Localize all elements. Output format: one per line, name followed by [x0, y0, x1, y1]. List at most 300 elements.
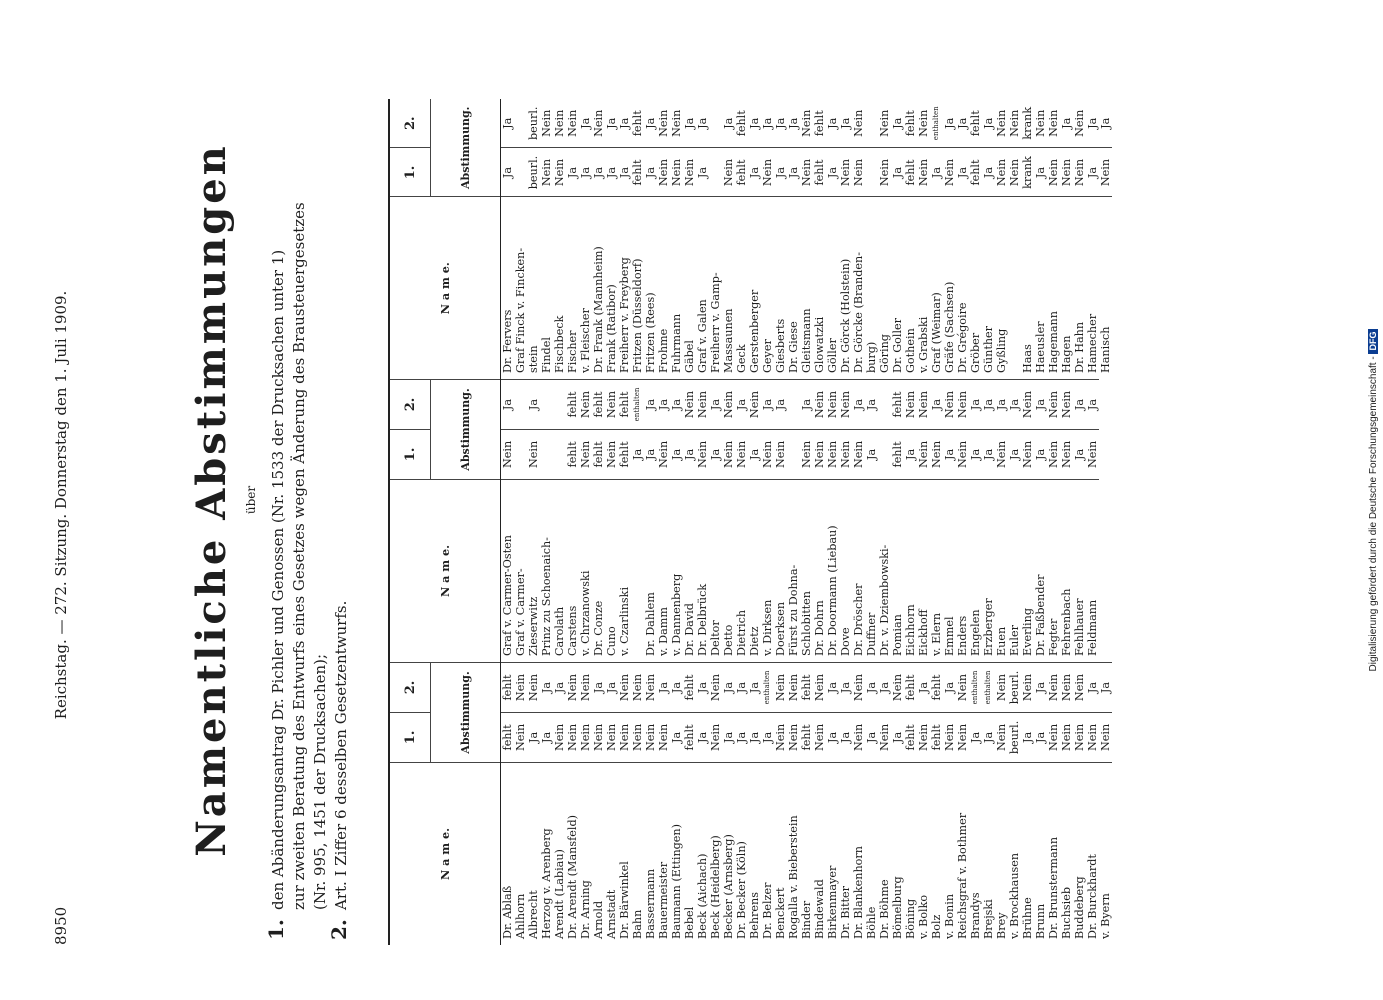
vote-2-cell: fehlt — [566, 380, 579, 430]
table-row — [1047, 663, 1060, 946]
vote-2-cell: Nein — [839, 380, 852, 430]
vote-2-cell: Ja — [501, 99, 515, 148]
vote-1-cell: Ja — [644, 148, 657, 197]
vote-2-cell — [514, 99, 527, 148]
member-name: Dr. Arendt (Mansfeld) — [566, 815, 579, 939]
member-name: Fritzen (Düsseldorf) — [631, 258, 644, 373]
vote-1-cell: Nein — [917, 148, 930, 197]
vote-2-cell: enthalten — [982, 663, 995, 713]
table-row — [631, 663, 644, 946]
table-row — [904, 380, 917, 663]
table-row — [579, 663, 592, 946]
table-row — [1073, 663, 1086, 946]
vote-1-cell: fehlt — [813, 148, 826, 197]
table-row — [670, 663, 683, 946]
table-row — [579, 99, 592, 379]
table-row — [813, 380, 826, 663]
digitization-note — [1368, 0, 1379, 1000]
member-name: Fuhrmann — [670, 313, 683, 373]
vote-1-cell: Nein — [722, 148, 735, 197]
motion-item-number: 2. — [327, 919, 351, 940]
vote-2-cell: Nein — [670, 99, 683, 148]
vote-1-cell: Nein — [735, 429, 748, 479]
table-row — [839, 99, 852, 379]
member-name: Dr. Burckhardt — [1086, 854, 1099, 939]
vote-1-cell: Nein — [995, 148, 1008, 197]
table-row — [865, 99, 878, 379]
vote-1-cell: Ja — [618, 148, 631, 197]
member-name: Dr. Brunstermann — [1047, 836, 1060, 939]
member-name: Eichhorn — [904, 604, 917, 656]
table-row — [774, 380, 787, 663]
member-name: v. Byern — [1099, 893, 1112, 939]
member-name: Beck (Heidelberg) — [709, 835, 722, 939]
vote-1-cell: Nein — [1060, 712, 1073, 762]
vote-2-cell: Nein — [852, 99, 865, 148]
vote-2-cell: Ja — [839, 663, 852, 713]
vote-2-cell: fehlt — [930, 663, 943, 713]
vote-2-cell: Ja — [982, 380, 995, 430]
table-row — [891, 380, 904, 663]
table-row — [917, 663, 930, 946]
vote-2-cell: fehlt — [592, 380, 605, 430]
vote-2-cell: Ja — [943, 663, 956, 713]
vote-1-cell: beurl. — [1008, 712, 1021, 762]
table-row — [969, 380, 982, 663]
vote-1-cell: Ja — [748, 429, 761, 479]
vote-1-cell: Nein — [657, 712, 670, 762]
member-name: v. Damm — [657, 607, 670, 656]
table-row — [787, 380, 800, 663]
table-row — [956, 380, 969, 663]
vote-2-cell: Ja — [761, 380, 774, 430]
table-row — [709, 380, 722, 663]
vote-2-cell: Ja — [683, 99, 696, 148]
vote-2-cell: Nein — [891, 663, 904, 713]
member-name: Dr. Delbrück — [696, 583, 709, 656]
table-row — [579, 380, 592, 663]
table-row — [592, 380, 605, 663]
member-name: Birkenmayer — [826, 865, 839, 939]
vote-2-cell — [514, 380, 527, 430]
table-row — [800, 663, 813, 946]
table-row — [1047, 99, 1060, 379]
vote-2-cell: Nein — [657, 99, 670, 148]
vote-1-cell: Nein — [787, 712, 800, 762]
member-name: Brandys — [969, 892, 982, 939]
member-name: Baumann (Ettingen) — [670, 824, 683, 939]
vote-2-cell: Nein — [683, 380, 696, 430]
table-row — [696, 380, 709, 663]
member-name: Dr. Dahlem — [644, 592, 657, 656]
member-name: Brejski — [982, 899, 995, 939]
table-row — [1034, 663, 1047, 946]
vote-1-cell: Nein — [1073, 148, 1086, 197]
vote-2-cell: Nein — [1047, 663, 1060, 713]
member-name: Göring — [878, 334, 891, 373]
table-row — [566, 663, 579, 946]
vote-2-cell: Nein — [553, 99, 566, 148]
column-header-abstimmung: Abstimmung. — [431, 99, 501, 197]
vote-1-cell: Ja — [748, 148, 761, 197]
vote-2-cell: Ja — [540, 663, 553, 713]
table-row — [683, 380, 696, 663]
table-row — [670, 380, 683, 663]
motion-item-text: Art. I Ziffer 6 desselben Gesetzentwurfs. — [332, 600, 350, 910]
vote-1-cell: Ja — [956, 148, 969, 197]
table-row — [774, 99, 787, 379]
member-name: v. Bonin — [943, 893, 956, 939]
member-name: Dr. Doormann (Liebau) — [826, 525, 839, 656]
motion-description — [264, 124, 352, 944]
member-name: Bindewald — [813, 879, 826, 939]
member-name — [631, 479, 644, 662]
table-row — [956, 99, 969, 379]
table-row — [800, 99, 813, 379]
vote-1-cell: Ja — [670, 712, 683, 762]
member-name: Gleitsmann — [800, 308, 813, 373]
member-name: Doerksen — [774, 601, 787, 656]
table-row — [566, 380, 579, 663]
vote-1-cell: Nein — [540, 148, 553, 197]
table-row — [592, 663, 605, 946]
vote-1-cell: Ja — [826, 712, 839, 762]
member-name: v. Bolko — [917, 894, 930, 939]
vote-2-cell: Ja — [865, 663, 878, 713]
vote-2-cell: fehlt — [969, 99, 982, 148]
vote-2-cell: beurl. — [1008, 663, 1021, 713]
vote-1-cell: Nein — [644, 712, 657, 762]
member-name: Hamecher — [1086, 313, 1099, 373]
vote-2-cell: Nein — [566, 99, 579, 148]
member-name: Detto — [722, 624, 735, 656]
table-row — [995, 380, 1008, 663]
member-name: Engelen — [969, 609, 982, 656]
vote-2-cell: Ja — [839, 99, 852, 148]
table-row — [618, 663, 631, 946]
table-row — [826, 99, 839, 379]
vote-2-cell: Ja — [605, 99, 618, 148]
vote-2-cell: enthalten — [631, 380, 644, 430]
member-name: Schlobitten — [800, 590, 813, 656]
member-name: Albrecht — [527, 890, 540, 939]
member-name: Böning — [904, 898, 917, 939]
member-name: Freiherr v. Gamp- — [709, 272, 722, 373]
column-header-name: N a m e. — [389, 479, 501, 662]
member-name: Graf (Weimar) — [930, 292, 943, 373]
table-row — [839, 663, 852, 946]
member-name: Prinz zu Schoenaich- — [540, 537, 553, 656]
member-name: Graf v. Galen — [696, 299, 709, 373]
vote-2-cell: Nein — [774, 663, 787, 713]
vote-1-cell — [787, 429, 800, 479]
vote-2-cell: Ja — [969, 380, 982, 430]
table-row — [1099, 99, 1112, 379]
table-row — [553, 663, 566, 946]
vote-1-cell: Ja — [787, 148, 800, 197]
table-row — [540, 663, 553, 946]
member-name: Dr. Giese — [787, 321, 800, 373]
vote-1-cell: fehlt — [930, 712, 943, 762]
member-name: Euler — [1008, 625, 1021, 656]
vote-2-cell: Ja — [605, 663, 618, 713]
table-row — [592, 99, 605, 379]
vote-1-cell: Nein — [774, 712, 787, 762]
vote-2-cell: Ja — [1086, 663, 1099, 713]
vote-2-cell: Ja — [982, 99, 995, 148]
table-row — [865, 663, 878, 946]
vote-2-cell: Ja — [670, 380, 683, 430]
table-row — [865, 380, 878, 663]
table-row — [1008, 663, 1021, 946]
table-row — [761, 99, 774, 379]
table-row — [1021, 663, 1034, 946]
member-name: Dr. Becker (Köln) — [735, 841, 748, 939]
vote-1-cell: Nein — [592, 712, 605, 762]
vote-2-cell: Nein — [709, 663, 722, 713]
member-name: Arnold — [592, 900, 605, 939]
column-header-vote-2: 2. — [389, 380, 431, 430]
table-row — [813, 663, 826, 946]
vote-2-cell: fehlt — [904, 99, 917, 148]
vote-1-cell: fehlt — [501, 712, 515, 762]
vote-1-cell: Ja — [1021, 712, 1034, 762]
vote-1-cell: Nein — [579, 712, 592, 762]
table-row — [696, 663, 709, 946]
vote-1-cell: Nein — [1099, 148, 1112, 197]
member-name: Graf v. Carmer- — [514, 568, 527, 656]
vote-table — [388, 662, 1112, 945]
running-title: Reichstag. — 272. Sitzung. Donnerstag den 1. Juli 1909. — [52, 290, 70, 720]
vote-2-cell: Ja — [787, 99, 800, 148]
table-row — [1021, 380, 1034, 663]
member-name: Euen — [995, 626, 1008, 656]
vote-1-cell: Nein — [852, 148, 865, 197]
member-name: Pomian — [891, 614, 904, 656]
vote-1-cell: fehlt — [891, 429, 904, 479]
vote-1-cell: Ja — [969, 429, 982, 479]
vote-2-cell: Ja — [748, 663, 761, 713]
member-name: Findel — [540, 337, 553, 373]
member-name: Gräfe (Sachsen) — [943, 281, 956, 373]
vote-2-cell: Ja — [579, 99, 592, 148]
member-name: Emmel — [943, 616, 956, 656]
vote-2-cell: Ja — [1086, 380, 1099, 430]
member-name: Zieserwitz — [527, 596, 540, 656]
motion-item-text: zur zweiten Beratung des Entwurfs eines Gesetzes wegen Änderung des Brausteuergesetzes — [290, 202, 308, 910]
vote-2-cell: fehlt — [501, 663, 515, 713]
table-row — [657, 663, 670, 946]
vote-2-cell: Ja — [1073, 380, 1086, 430]
vote-1-cell — [709, 148, 722, 197]
vote-1-cell: Nein — [956, 429, 969, 479]
member-name: Haeusler — [1034, 321, 1047, 373]
table-row — [1086, 663, 1099, 946]
member-name: Graf Finck v. Fincken- — [514, 247, 527, 373]
vote-1-cell: Ja — [670, 429, 683, 479]
vote-2-cell: Nein — [566, 663, 579, 713]
vote-2-cell: Nein — [995, 663, 1008, 713]
member-name: Carstens — [566, 605, 579, 656]
vote-2-cell: Nein — [722, 380, 735, 430]
vote-1-cell: Nein — [956, 712, 969, 762]
member-name: Fritzen (Rees) — [644, 292, 657, 373]
column-header-vote-2: 2. — [389, 99, 431, 148]
vote-2-cell: Ja — [709, 380, 722, 430]
table-row — [917, 380, 930, 663]
member-name: Dr. Bärwinkel — [618, 861, 631, 939]
vote-1-cell: krank — [1021, 148, 1034, 197]
table-row — [1099, 663, 1112, 946]
column-header-vote-2: 2. — [389, 663, 431, 713]
vote-1-cell: Ja — [774, 148, 787, 197]
vote-2-cell: Ja — [657, 380, 670, 430]
vote-2-cell — [865, 99, 878, 148]
member-name: stein — [527, 345, 540, 373]
vote-2-cell: enthalten — [761, 663, 774, 713]
vote-1-cell: Nein — [800, 429, 813, 479]
member-name: Bebel — [683, 906, 696, 939]
vote-1-cell: Nein — [1086, 712, 1099, 762]
vote-2-cell: Nein — [1060, 663, 1073, 713]
vote-1-cell: fehlt — [566, 429, 579, 479]
vote-1-cell: Nein — [852, 429, 865, 479]
vote-1-cell: Nein — [761, 429, 774, 479]
vote-1-cell: Nein — [1073, 712, 1086, 762]
table-row — [904, 99, 917, 379]
vote-2-cell: Nein — [514, 663, 527, 713]
vote-2-cell: Nein — [1073, 99, 1086, 148]
vote-1-cell: Nein — [631, 712, 644, 762]
vote-1-cell: Ja — [709, 429, 722, 479]
vote-1-cell: Ja — [1073, 429, 1086, 479]
member-name: Dr. Görcke (Branden- — [852, 251, 865, 373]
vote-2-cell: Ja — [1099, 663, 1112, 713]
vote-2-cell: Ja — [644, 99, 657, 148]
vote-1-cell: Ja — [826, 148, 839, 197]
member-name: v. Dirksen — [761, 599, 774, 656]
table-row — [1034, 380, 1047, 663]
member-name: burg) — [865, 341, 878, 373]
vote-1-cell: Ja — [1034, 712, 1047, 762]
vote-2-cell: Nein — [592, 99, 605, 148]
vote-2-cell: Nein — [943, 380, 956, 430]
table-row — [553, 99, 566, 379]
vote-2-cell: Nein — [1047, 99, 1060, 148]
table-row — [943, 663, 956, 946]
vote-2-cell: Nein — [826, 380, 839, 430]
vote-1-cell: Nein — [553, 712, 566, 762]
vote-1-cell: Ja — [904, 429, 917, 479]
table-row — [644, 663, 657, 946]
vote-1-cell: Ja — [501, 148, 515, 197]
vote-1-cell: Nein — [1060, 429, 1073, 479]
vote-1-cell: Nein — [943, 148, 956, 197]
table-row — [1021, 99, 1034, 379]
table-row — [514, 99, 527, 379]
member-name: Dr. Blankenhorn — [852, 846, 865, 939]
vote-2-cell: Ja — [527, 380, 540, 430]
member-name: Giesberts — [774, 318, 787, 373]
vote-1-cell: fehlt — [800, 712, 813, 762]
table-row — [995, 99, 1008, 379]
vote-2-cell: Ja — [774, 380, 787, 430]
vote-1-cell: fehlt — [904, 148, 917, 197]
vote-1-cell: Nein — [709, 712, 722, 762]
member-name: Deltor — [709, 620, 722, 656]
table-row — [878, 99, 891, 379]
member-name: Rogalla v. Bieberstein — [787, 815, 800, 939]
table-row — [735, 99, 748, 379]
table-row — [852, 380, 865, 663]
table-row — [670, 99, 683, 379]
vote-2-cell: Nein — [917, 99, 930, 148]
vote-2-cell: Ja — [618, 99, 631, 148]
vote-2-cell — [709, 99, 722, 148]
member-name: Feldmann — [1086, 599, 1099, 656]
vote-2-cell: Ja — [930, 380, 943, 430]
member-name: Glowatzki — [813, 316, 826, 373]
motion-item-text: den Abänderungsantrag Dr. Pichler und Genossen (Nr. 1533 der Drucksachen unter 1) — [269, 249, 287, 910]
vote-2-cell: Nein — [618, 663, 631, 713]
vote-2-cell: Ja — [761, 99, 774, 148]
vote-2-cell: Ja — [995, 380, 1008, 430]
vote-1-cell: fehlt — [592, 429, 605, 479]
table-row — [969, 99, 982, 379]
table-row — [631, 380, 644, 663]
member-name: v. Fleischer — [579, 308, 592, 373]
member-name: Brey — [995, 912, 1008, 939]
vote-1-cell: Nein — [1099, 712, 1112, 762]
vote-1-cell — [865, 148, 878, 197]
member-name: Gröber — [969, 332, 982, 373]
vote-1-cell: Nein — [852, 712, 865, 762]
vote-2-cell — [878, 380, 891, 430]
table-row — [982, 663, 995, 946]
member-name: Dr. Dohrn — [813, 600, 826, 656]
column-header-name: N a m e. — [389, 762, 501, 945]
vote-1-cell: Nein — [761, 148, 774, 197]
vote-1-cell: Ja — [930, 148, 943, 197]
table-row — [605, 663, 618, 946]
member-name: Dietrich — [735, 609, 748, 656]
column-header-abstimmung: Abstimmung. — [431, 663, 501, 763]
vote-2-cell: fehlt — [891, 380, 904, 430]
member-name: Brunn — [1034, 903, 1047, 939]
vote-1-cell: Nein — [657, 429, 670, 479]
member-name: Becker (Arnsberg) — [722, 834, 735, 939]
table-row — [930, 380, 943, 663]
motion-item-number: 1. — [264, 919, 288, 940]
vote-1-cell: Ja — [943, 429, 956, 479]
member-name: Hanisch — [1099, 326, 1112, 373]
table-row — [917, 99, 930, 379]
vote-1-cell: Nein — [800, 148, 813, 197]
member-name: Dr. Arning — [579, 880, 592, 939]
member-name: Fehlhauer — [1073, 598, 1086, 656]
vote-2-cell: Ja — [917, 663, 930, 713]
vote-1-cell: Ja — [1008, 429, 1021, 479]
vote-2-cell: Nein — [696, 380, 709, 430]
table-row — [982, 99, 995, 379]
table-row — [787, 99, 800, 379]
table-row — [605, 99, 618, 379]
vote-1-cell: Ja — [696, 712, 709, 762]
member-name: Dietz — [748, 626, 761, 656]
vote-2-cell: Ja — [553, 663, 566, 713]
member-name: v. Czarlinski — [618, 586, 631, 656]
vote-1-cell: Ja — [748, 712, 761, 762]
